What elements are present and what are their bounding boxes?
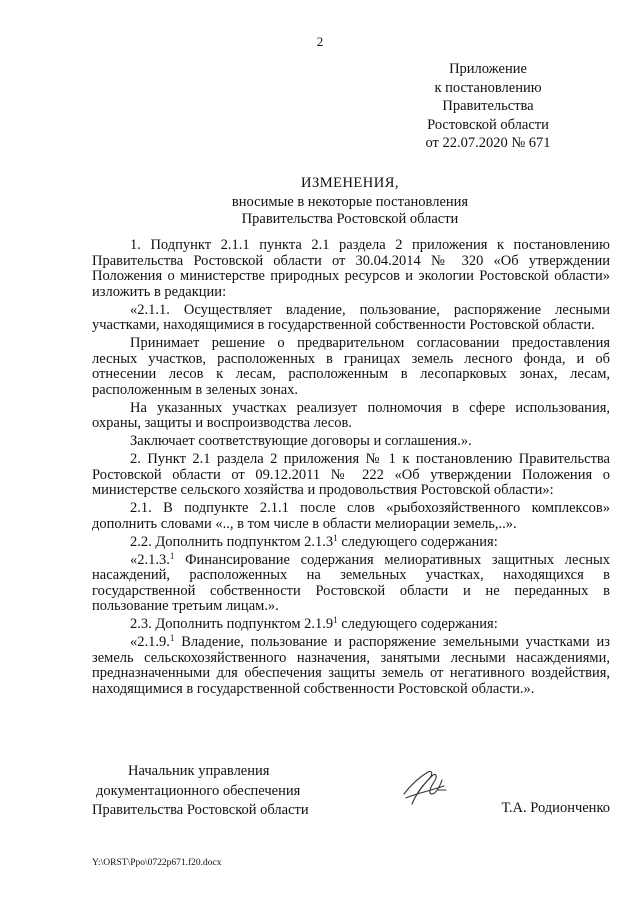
appendix-line: к постановлению [434,79,542,96]
title-heading: ИЗМЕНЕНИЯ, [300,175,400,191]
title-line: вносимые в некоторые постановления [231,194,469,210]
appendix-line: Приложение [449,61,527,77]
paragraph-1: 1. Подпункт 2.1.1 пункта 2.1 раздела 2 приложения к постановлению Правительства Ростовской области от 30.04.2014 № 320 «Об утверждении Положения о министерстве природных ресурсов и экологии Ростовской области» изложить в редакции: [92,237,610,300]
appendix-line: от 22.07.2020 № 671 [425,135,551,151]
paragraph-11 [92,635,610,697]
paragraph-text: следующего содержания: [337,616,498,633]
paragraph-10 [92,617,610,633]
paragraph-text: 2.2. Дополнить подпунктом 2.1.3 [130,533,334,550]
signer-position-line: Правительства Ростовской области [92,802,309,818]
paragraph-3: Принимает решение о предварительном согласовании предоставления лесных участков, расположенных в границах земель лесного фонда, и об отнесении лесов к лесам, расположенным в лесопарковых зонах, лесам, расположенным в зеленых зонах. [92,335,610,398]
paragraph-6: 2. Пункт 2.1 раздела 2 приложения № 1 к постановлению Правительства Ростовской области от 09.12.2011 № 222 «Об утверждении Положения о министерстве сельского хозяйства и продовольствия Ростовской области»: [92,451,610,499]
signer-position-line: документационного обеспечения [96,782,301,799]
superscript: 1 [333,532,338,543]
paragraph-9 [92,550,610,615]
title-line: Правительства Ростовской области [241,211,459,227]
paragraph-2: «2.1.1. Осуществляет владение, пользование, распоряжение лесными участками, находящимися в государственной собственности Ростовской области. [92,301,610,334]
paragraph-5: Заключает соответствующие договоры и соглашения.». [130,433,472,450]
paragraph-text: «2.1.3. [130,551,170,568]
signer-position-line: Начальник управления [128,763,270,779]
paragraph-text: «2.1.9. [130,634,170,651]
paragraph-text: Владение, пользование и распоряжение земельными участками из земель сельскохозяйственного назначения, занятыми лесными насаждениями, предназначенными для обеспечения защиты земель от негативного воздействия, находящимися в государственной собственности Ростовской области.». [92,634,610,697]
paragraph-8 [92,532,610,551]
appendix-line: Ростовской области [427,116,549,133]
superscript: 1 [169,550,175,561]
appendix-line: Правительства [442,98,534,114]
paragraph-text: Финансирование содержания мелиоративных защитных лесных насаждений, расположенных на земельных участках, находящихся в государственной собственности Ростовской области и не переданных в пользование третьим лицам.». [92,551,610,615]
page-number: 2 [316,34,324,49]
superscript: 1 [169,633,175,644]
document-body [92,238,610,700]
document-title [92,175,608,228]
file-path: Y:\ORST\Ppo\0722p671.f20.docx [92,858,222,868]
superscript: 1 [333,615,338,626]
handwritten-signature-icon [398,764,450,812]
paragraph-4: На указанных участках реализует полномочия в сфере использования, охраны, защиты и воспроизводства лесов. [92,399,610,432]
signer-name: Т.А. Родионченко [501,800,610,816]
paragraph-7: 2.1. В подпункте 2.1.1 после слов «рыбохозяйственного комплексов» дополнить словами «.., в том числе в области мелиорации земель,..». [92,500,610,532]
paragraph-text: следующего содержания: [337,533,498,550]
appendix-header [398,60,578,153]
paragraph-text: 2.3. Дополнить подпунктом 2.1.9 [130,616,334,633]
signature-block [92,762,392,821]
